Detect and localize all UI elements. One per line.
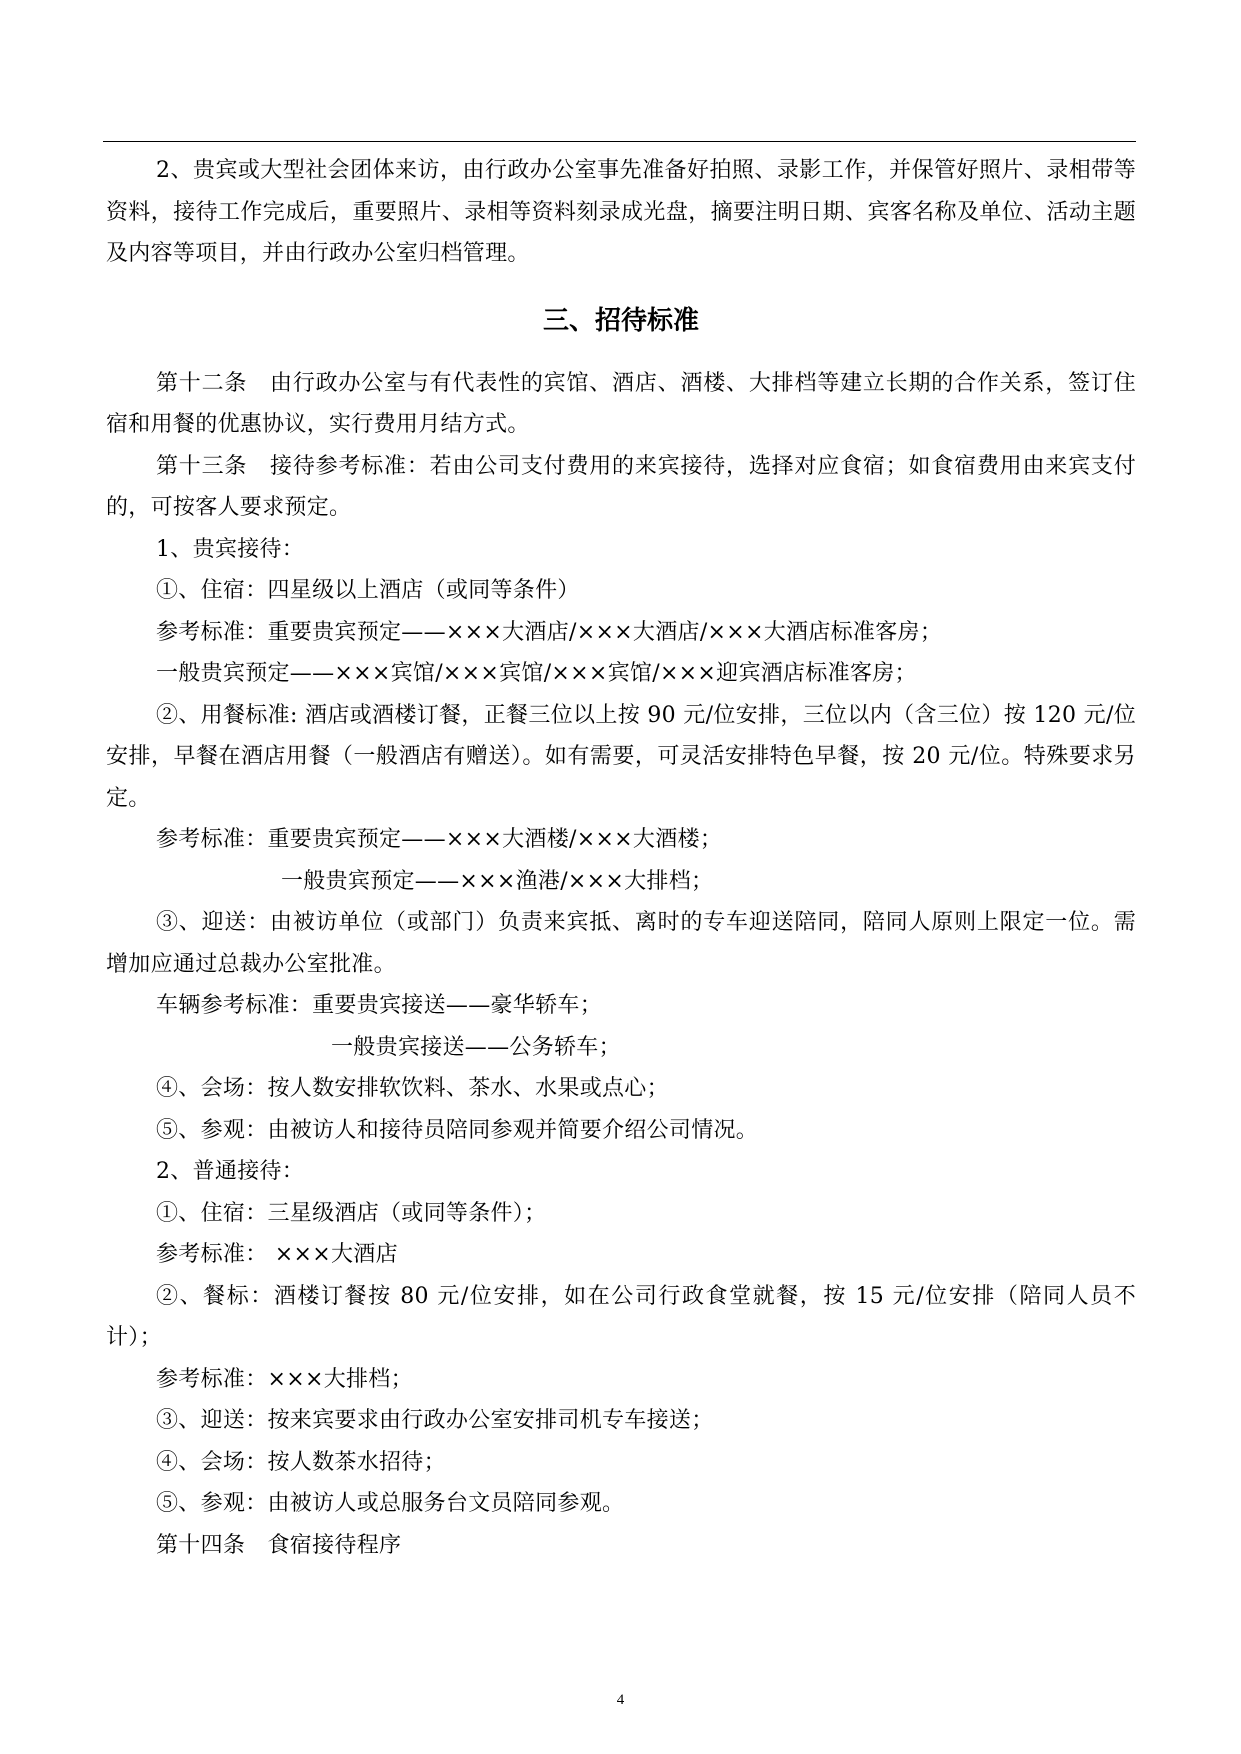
article-14: 第十四条 食宿接待程序 bbox=[156, 1532, 402, 1558]
article-13: 第十三条 接待参考标准：若由公司支付费用的来宾接待，选择对应食宿；如食宿费用由来宾支付的，可按客人要求预定。 bbox=[106, 453, 1136, 520]
vip-meal: ②、用餐标准: 酒店或酒楼订餐，正餐三位以上按 90 元/位安排，三位以内（含三位）按 120 元/位安排，早餐在酒店用餐（一般酒店有赠送）。如有需要，可灵活安排特色早餐，按 20 元/位。特殊要求另定。 bbox=[106, 702, 1136, 811]
vip-reception-heading: 1、贵宾接待： bbox=[156, 536, 305, 562]
vip-transport: ③、迎送：由被访单位（或部门）负责来宾抵、离时的专车迎送陪同，陪同人原则上限定一位。需增加应通过总裁办公室批准。 bbox=[106, 910, 1136, 977]
normal-transport: ③、迎送：按来宾要求由行政办公室安排司机专车接送； bbox=[156, 1408, 714, 1433]
page-number: 4 bbox=[616, 1692, 625, 1708]
vip-lodging: ①、住宿：四星级以上酒店（或同等条件） bbox=[156, 578, 580, 603]
article-12: 第十二条 由行政办公室与有代表性的宾馆、酒店、酒楼、大排档等建立长期的合作关系，签订住宿和用餐的优惠协议，实行费用月结方式。 bbox=[106, 370, 1136, 437]
vip-meal-ref-1: 参考标准：重要贵宾预定——×××大酒楼/×××大酒楼； bbox=[156, 827, 723, 852]
normal-reception-heading: 2、普通接待： bbox=[156, 1159, 305, 1184]
normal-visit: ⑤、参观：由被访人或总服务台文员陪同参观。 bbox=[156, 1491, 625, 1516]
document-body bbox=[106, 150, 1136, 1566]
vip-lodging-ref-1: 参考标准：重要贵宾预定——×××大酒店/×××大酒店/×××大酒店标准客房； bbox=[156, 619, 943, 645]
vip-lodging-ref-2: 一般贵宾预定——×××宾馆/×××宾馆/×××宾馆/×××迎宾酒店标准客房； bbox=[156, 661, 917, 686]
vip-car-ref-2: 一般贵宾接送——公务轿车； bbox=[331, 1034, 621, 1060]
vip-car-ref-1: 车辆参考标准：重要贵宾接送——豪华轿车； bbox=[156, 993, 603, 1018]
normal-lodging-ref: 参考标准： ×××大酒店 bbox=[156, 1242, 398, 1267]
section-title: 三、招待标准 bbox=[542, 305, 699, 336]
vip-venue: ④、会场：按人数安排软饮料、茶水、水果或点心； bbox=[156, 1076, 669, 1101]
header-rule bbox=[103, 141, 1136, 142]
normal-meal-ref: 参考标准：×××大排档； bbox=[156, 1366, 413, 1392]
normal-meal: ②、餐标：酒楼订餐按 80 元/位安排，如在公司行政食堂就餐，按 15 元/位安排（陪同人员不计）； bbox=[106, 1283, 1136, 1350]
vip-visit: ⑤、参观：由被访人和接待员陪同参观并简要介绍公司情况。 bbox=[156, 1117, 759, 1143]
vip-meal-ref-2: 一般贵宾预定——×××渔港/×××大排档； bbox=[281, 868, 714, 894]
normal-venue: ④、会场：按人数茶水招待； bbox=[156, 1449, 446, 1475]
intro-paragraph: 2、贵宾或大型社会团体来访，由行政办公室事先准备好拍照、录影工作，并保管好照片、录相带等资料，接待工作完成后，重要照片、录相等资料刻录成光盘，摘要注明日期、宾客名称及单位、活动主题及内容等项目，并由行政办公室归档管理。 bbox=[106, 158, 1136, 266]
normal-lodging: ①、住宿：三星级酒店（或同等条件）； bbox=[156, 1200, 547, 1226]
